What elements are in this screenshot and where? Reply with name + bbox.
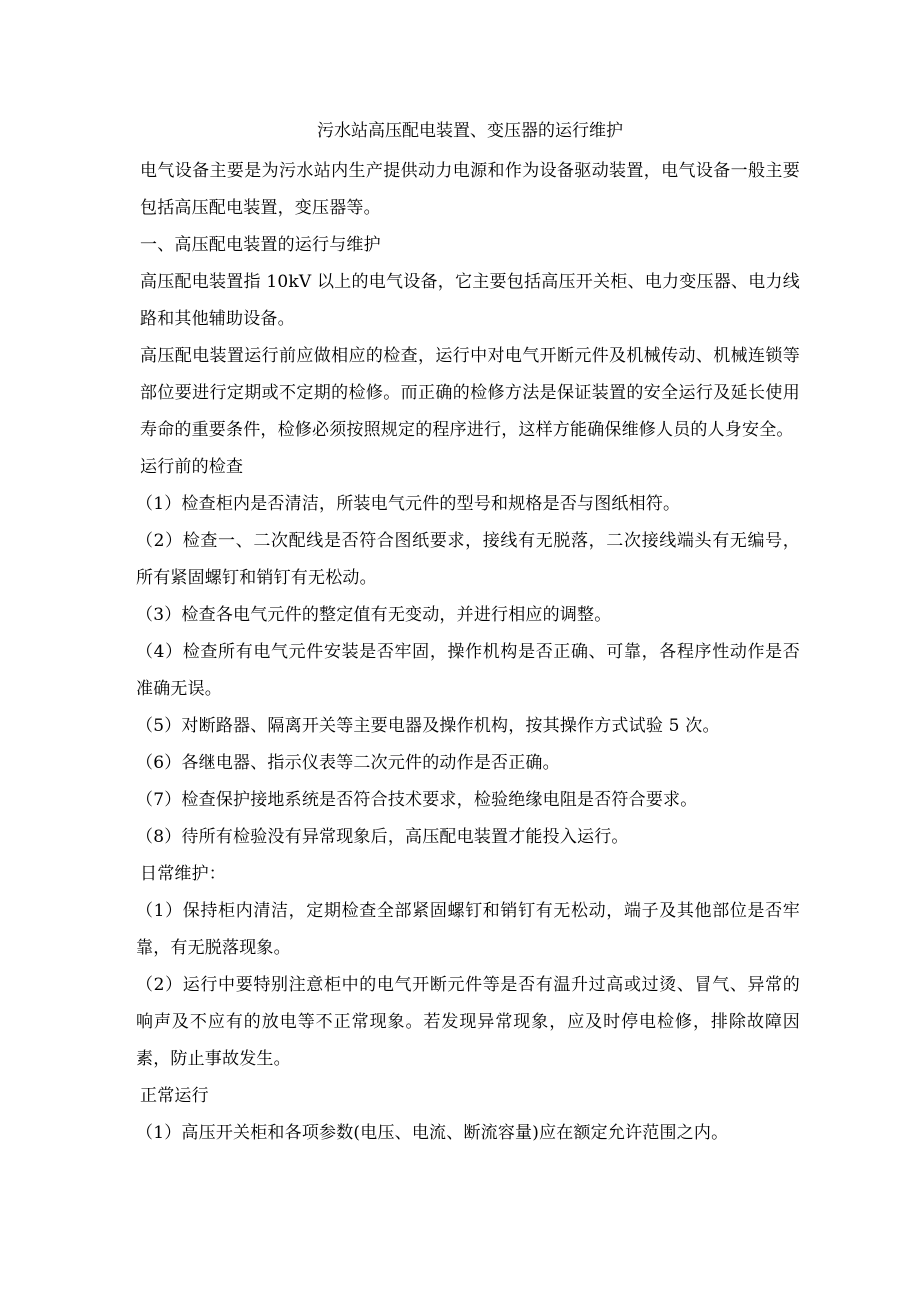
list-item: （5）对断路器、隔离开关等主要电器及操作机构，按其操作方式试验 5 次。 bbox=[136, 716, 720, 736]
subheading-daily-maintenance: 日常维护： bbox=[140, 864, 226, 884]
list-item: （2）检查一、二次配线是否符合图纸要求，接线有无脱落，二次接线端头有无编号，所有紧固螺钉和销钉有无松动。 bbox=[136, 531, 800, 588]
section-heading-1: 一、高压配电装置的运行与维护 bbox=[140, 235, 381, 255]
list-item: （3）检查各电气元件的整定值有无变动，并进行相应的调整。 bbox=[136, 605, 612, 625]
intro-paragraph: 电气设备主要是为污水站内生产提供动力电源和作为设备驱动装置，电气设备一般主要包括高压配电装置，变压器等。 bbox=[140, 161, 800, 218]
list-item: （1）高压开关柜和各项参数(电压、电流、断流容量)应在额定允许范围之内。 bbox=[136, 1123, 729, 1143]
list-item: （8）待所有检验没有异常现象后，高压配电装置才能投入运行。 bbox=[136, 827, 629, 847]
list-item: （7）检查保护接地系统是否符合技术要求，检验绝缘电阻是否符合要求。 bbox=[136, 790, 698, 810]
maintenance-paragraph: 高压配电装置运行前应做相应的检查，运行中对电气开断元件及机械传动、机械连锁等部位要进行定期或不定期的检修。而正确的检修方法是保证装置的安全运行及延长使用寿命的重要条件，检修必须按照规定的程序进行，这样方能确保维修人员的人身安全。 bbox=[140, 346, 800, 440]
document-title: 污水站高压配电装置、变压器的运行维护 bbox=[317, 121, 623, 141]
subheading-pre-operation-check: 运行前的检查 bbox=[140, 457, 244, 477]
document-body bbox=[136, 117, 800, 1152]
list-item: （2）运行中要特别注意柜中的电气开断元件等是否有温升过高或过烫、冒气、异常的响声及不应有的放电等不正常现象。若发现异常现象，应及时停电检修，排除故障因素，防止事故发生。 bbox=[136, 975, 800, 1069]
list-item: （4）检查所有电气元件安装是否牢固，操作机构是否正确、可靠，各程序性动作是否准确无误。 bbox=[136, 642, 800, 699]
list-item: （1）保持柜内清洁，定期检查全部紧固螺钉和销钉有无松动，端子及其他部位是否牢靠，有无脱落现象。 bbox=[136, 901, 800, 958]
list-item: （1）检查柜内是否清洁，所装电气元件的型号和规格是否与图纸相符。 bbox=[136, 494, 681, 514]
definition-paragraph: 高压配电装置指 10kV 以上的电气设备，它主要包括高压开关柜、电力变压器、电力线路和其他辅助设备。 bbox=[140, 272, 800, 329]
subheading-normal-operation: 正常运行 bbox=[140, 1086, 209, 1106]
list-item: （6）各继电器、指示仪表等二次元件的动作是否正确。 bbox=[136, 753, 560, 773]
